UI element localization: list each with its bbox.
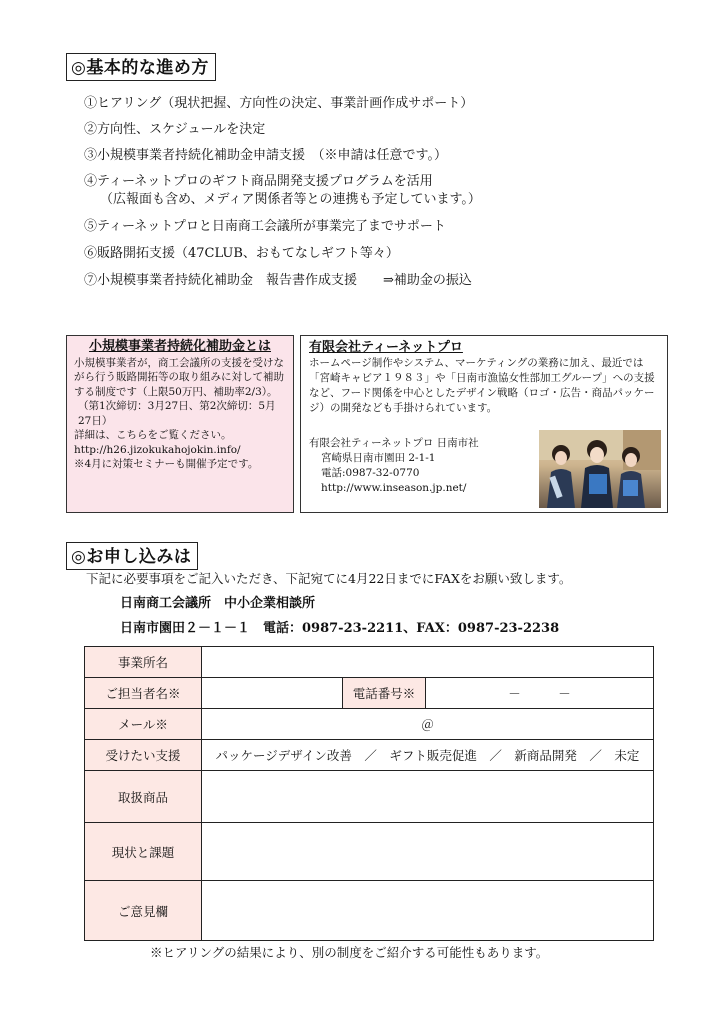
step-4-note: （広報面も含め、メディア関係者等との連携も予定しています。）: [100, 192, 481, 207]
subsidy-note: ※4月に対策セミナーも開催予定です。: [74, 458, 259, 470]
company-address-name: 有限会社ティーネットプロ 日南市社: [309, 437, 479, 449]
opinions-input[interactable]: [202, 881, 654, 941]
office-address: 日南市園田２－１－１ 電話：0987-23-2211、FAX：0987-23-2238: [120, 621, 560, 636]
support-label: 受けたい支援: [85, 740, 202, 771]
section-title-apply: ◎お申し込みは: [66, 542, 198, 570]
person-input[interactable]: [202, 678, 343, 709]
subsidy-box-body: 小規模事業者が，商工会議所の支援を受けながら行う販路開拓等の取り組みに対して補助する制度です（上限50万円、補助率2/3）。: [74, 356, 284, 398]
company-box-body: ホームページ制作やシステム、マーケティングの業務に加え、最近では「宮崎キャビア１９８３」や「日南市漁協女性部加工グループ」への支援など、フード関係を中心としたデザイン戦略（ロゴ・広告・商品パッケージ）の開発なども手掛けられています。: [309, 357, 655, 414]
company-url[interactable]: http://www.inseason.jp.net/: [321, 482, 467, 494]
opinions-label: ご意見欄: [85, 881, 202, 941]
mail-input[interactable]: ＠: [202, 709, 654, 740]
staff-photo: [539, 430, 661, 508]
step-5: ⑤ティーネットプロと日南商工会議所が事業完了までサポート: [84, 219, 446, 234]
status-input[interactable]: [202, 823, 654, 881]
step-2: ②方向性、スケジュールを決定: [84, 122, 266, 137]
footnote: ※ヒアリングの結果により、別の制度をご紹介する可能性もあります。: [150, 945, 549, 960]
products-label: 取扱商品: [85, 771, 202, 823]
status-label: 現状と課題: [85, 823, 202, 881]
company-address-block: [309, 436, 479, 496]
products-input[interactable]: [202, 771, 654, 823]
application-form: [84, 646, 654, 941]
step-3: ③小規模事業者持続化補助金申請支援 （※申請は任意です。）: [84, 148, 447, 163]
step-1: ①ヒアリング（現状把握、方向性の決定、事業計画作成サポート）: [84, 96, 474, 111]
office-name-label: 事業所名: [85, 647, 202, 678]
phone-label: 電話番号※: [343, 678, 426, 709]
subsidy-box-title: 小規模事業者持続化補助金とは: [88, 339, 271, 354]
step-6: ⑥販路開拓支援（47CLUB、おもてなしギフト等々）: [84, 246, 399, 261]
company-phone: 電話:0987-32-0770: [321, 467, 420, 479]
subsidy-info-box: [66, 335, 294, 513]
support-options[interactable]: パッケージデザイン改善 ／ ギフト販売促進 ／ 新商品開発 ／ 未定: [202, 740, 654, 771]
mail-label: メール※: [85, 709, 202, 740]
section-title-process: ◎基本的な進め方: [66, 53, 216, 81]
phone-input[interactable]: － －: [426, 678, 654, 709]
apply-lead: 下記に必要事項をご記入いただき、下記宛てに4月22日までにFAXをお願い致します。: [86, 571, 572, 586]
company-address: 宮崎県日南市園田 2-1-1: [321, 452, 436, 464]
step-4-text: ④ティーネットプロのギフト商品開発支援プログラムを活用: [84, 174, 433, 189]
process-steps: [84, 95, 684, 296]
subsidy-detail: 詳細は、こちらをご覧ください。: [74, 429, 232, 441]
subsidy-url[interactable]: http://h26.jizokukahojokin.info/: [74, 443, 241, 456]
step-7: ⑦小規模事業者持続化補助金 報告書作成支援 ⇒補助金の振込: [84, 273, 472, 288]
company-box-title: 有限会社ティーネットプロ: [309, 340, 463, 355]
step-4: [84, 173, 684, 209]
office-name: 日南商工会議所 中小企業相談所: [120, 596, 316, 611]
company-info-box: [300, 335, 668, 513]
person-label: ご担当者名※: [85, 678, 202, 709]
subsidy-deadlines: （第1次締切：3月27日、第2次締切：5月27日）: [78, 400, 276, 427]
office-name-input[interactable]: [202, 647, 654, 678]
